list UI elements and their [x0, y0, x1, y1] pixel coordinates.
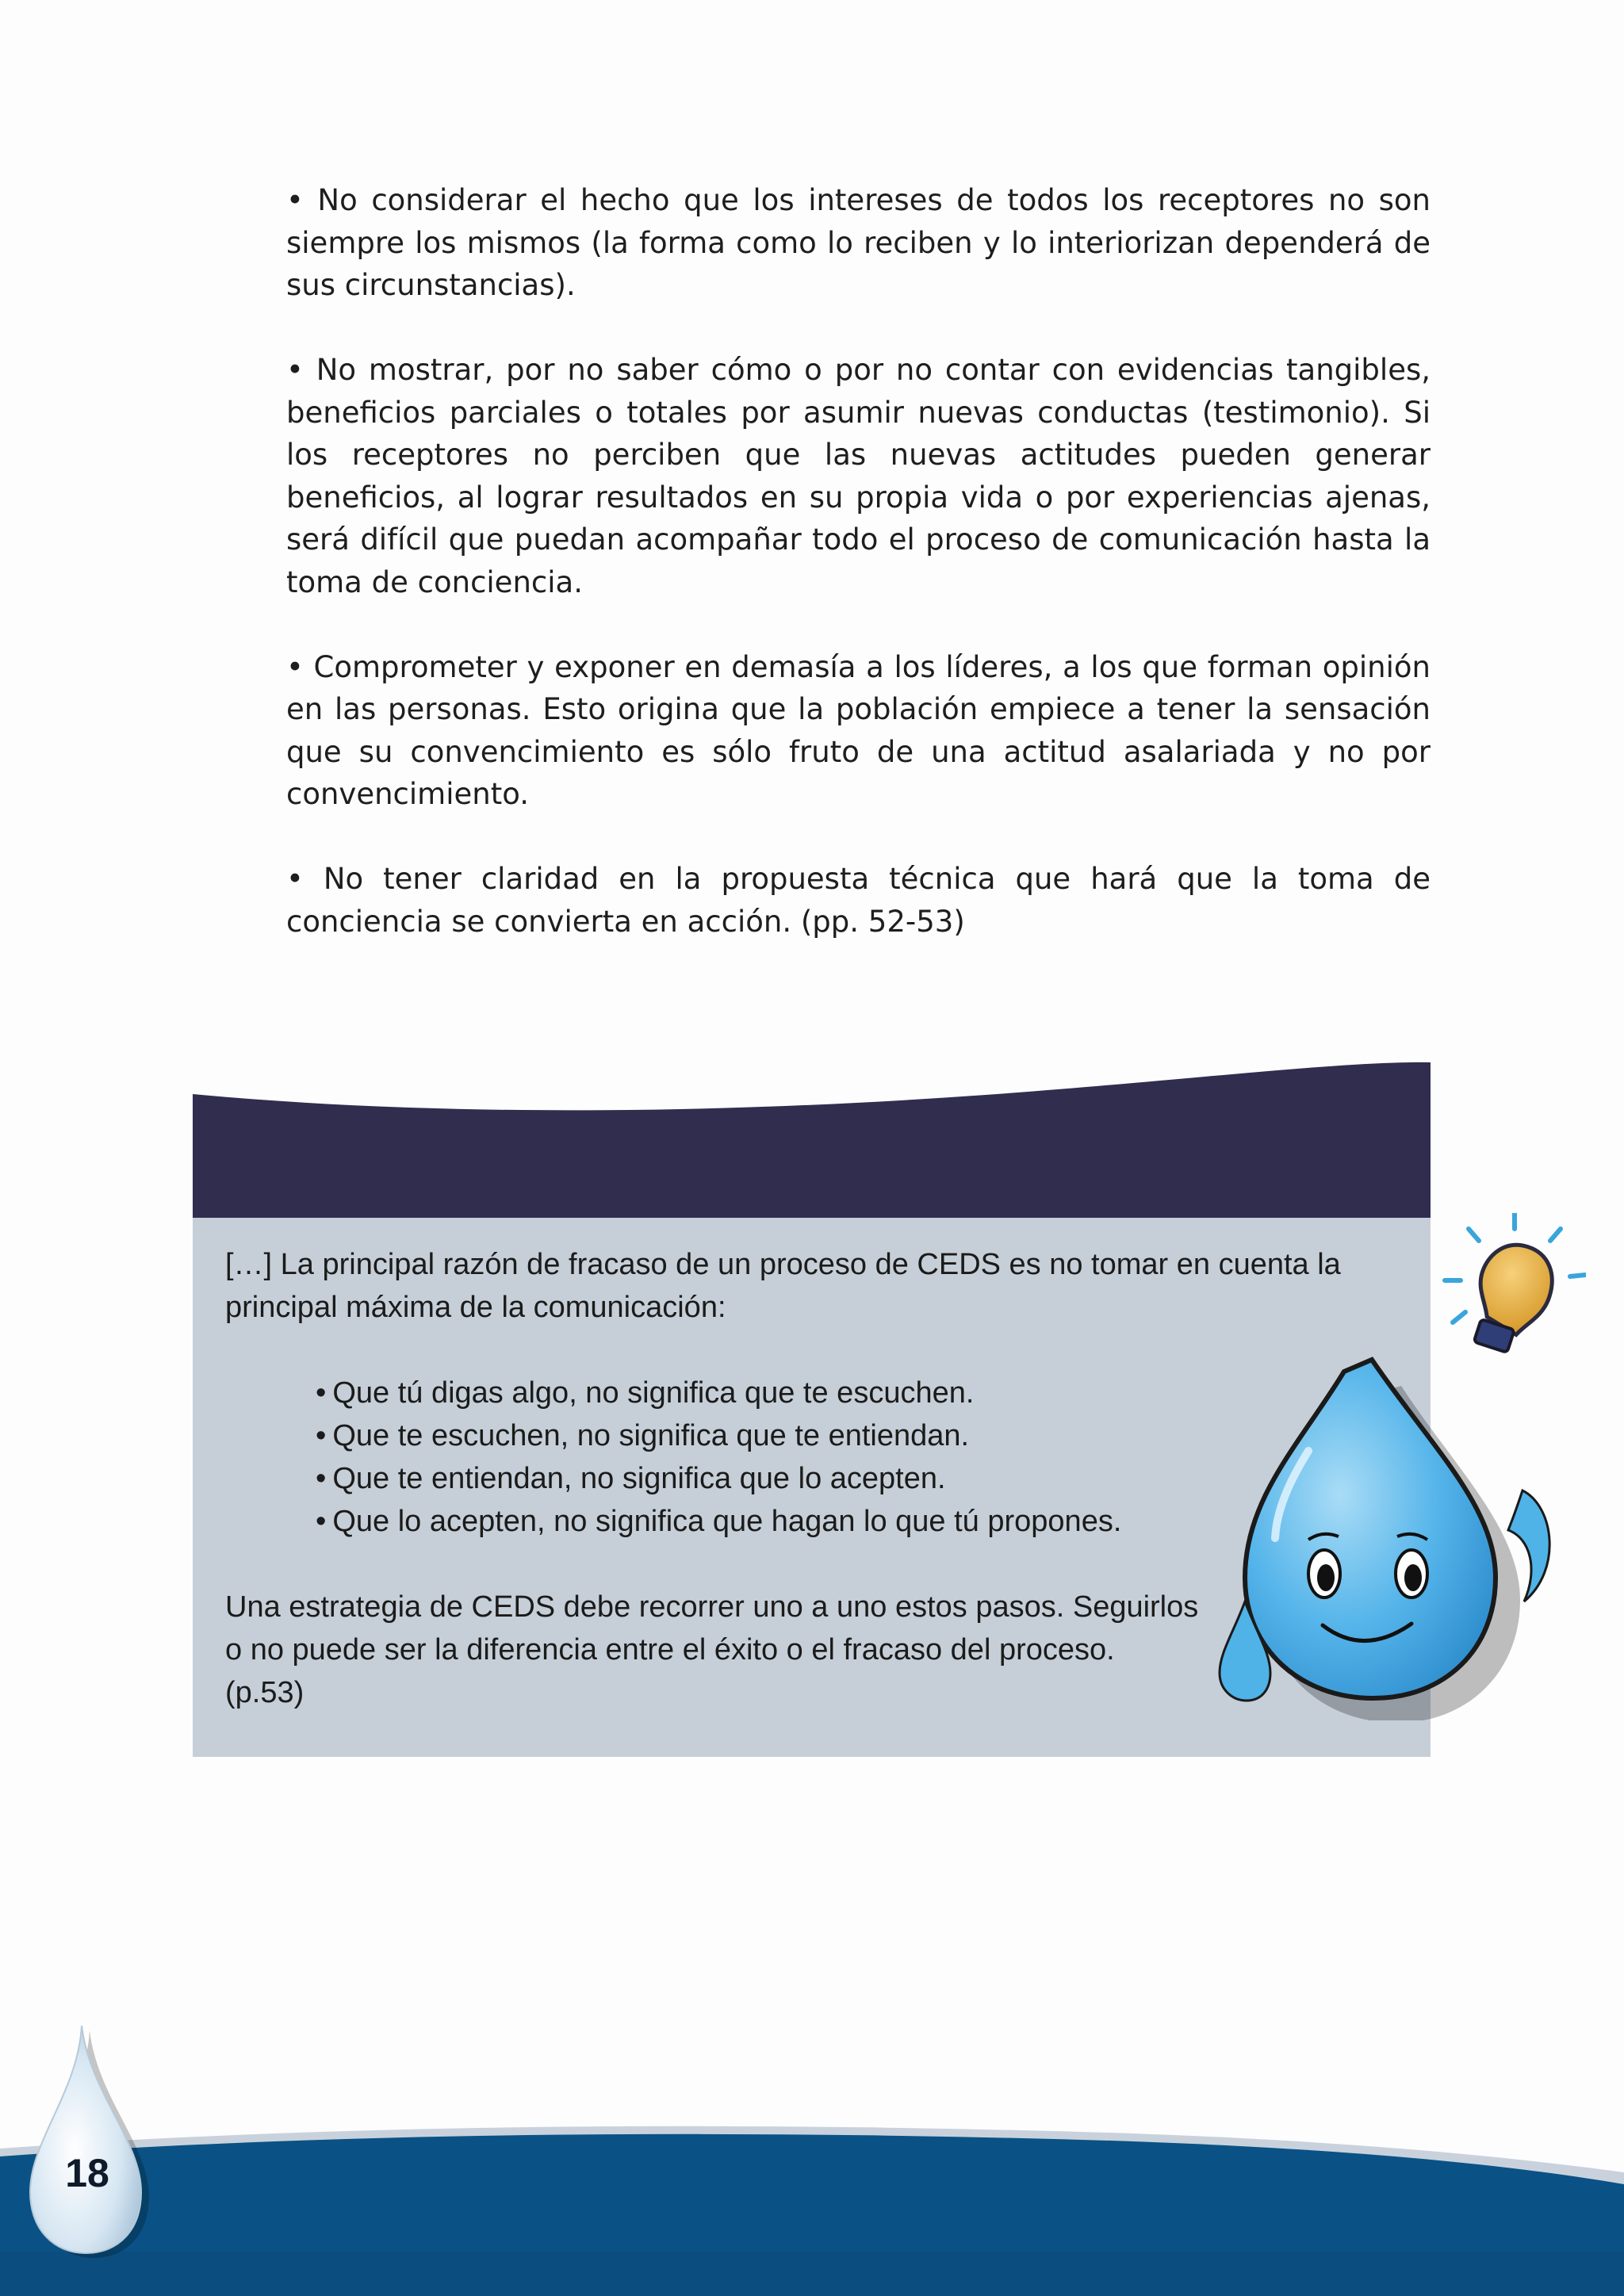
quote-list-item: • Que te entiendan, no significa que lo acepten.	[316, 1457, 1399, 1500]
quote-list-item: • Que tú digas algo, no significa que te escuchen.	[316, 1372, 1399, 1414]
quote-closing: Una estrategia de CEDS debe recorrer uno a uno estos pasos. Seguirlos o no puede ser la diferencia entre el éxito o el fracaso del proceso. (p.53)	[225, 1590, 1199, 1709]
paragraph-1: • No considerar el hecho que los intereses de todos los receptores no son siempre los mismos (la forma como lo reciben y lo interiorizan dependerá de sus circunstancias).	[286, 183, 1431, 302]
water-drop-mascot-illustration	[1189, 1213, 1586, 1720]
page-number: 18	[65, 2151, 109, 2195]
paragraph-3: • Comprometer y exponer en demasía a los líderes, a los que forman opinión en las personas. Esto origina que la población empiece a tener la sensación que su convencimiento es sólo fruto de una actitud asalariada y no por convencimiento.	[286, 649, 1431, 811]
page-number-drop-icon	[22, 2022, 157, 2260]
paragraph-4: • No tener claridad en la propuesta técnica que hará que la toma de conciencia se convierta en acción. (pp. 52-53)	[286, 862, 1431, 939]
quote-list-item: • Que lo acepten, no significa que hagan lo que tú propones.	[316, 1500, 1399, 1543]
footer-wave	[0, 2030, 1624, 2296]
quote-list-item: • Que te escuchen, no significa que te entiendan.	[316, 1414, 1399, 1457]
quote-intro: […] La principal razón de fracaso de un proceso de CEDS es no tomar en cuenta la principal máxima de la comunicación:	[225, 1248, 1341, 1324]
paragraph-2: • No mostrar, por no saber cómo o por no contar con evidencias tangibles, beneficios parciales o totales por asumir nuevas conductas (testimonio). Si los receptores no perciben que las nuevas actitudes pueden generar beneficios, al lograr resultados en su propia vida o por experiencias ajenas, será difícil que puedan acompañar todo el proceso de comunicación hasta la toma de conciencia.	[286, 353, 1431, 599]
body-text	[286, 179, 1431, 943]
